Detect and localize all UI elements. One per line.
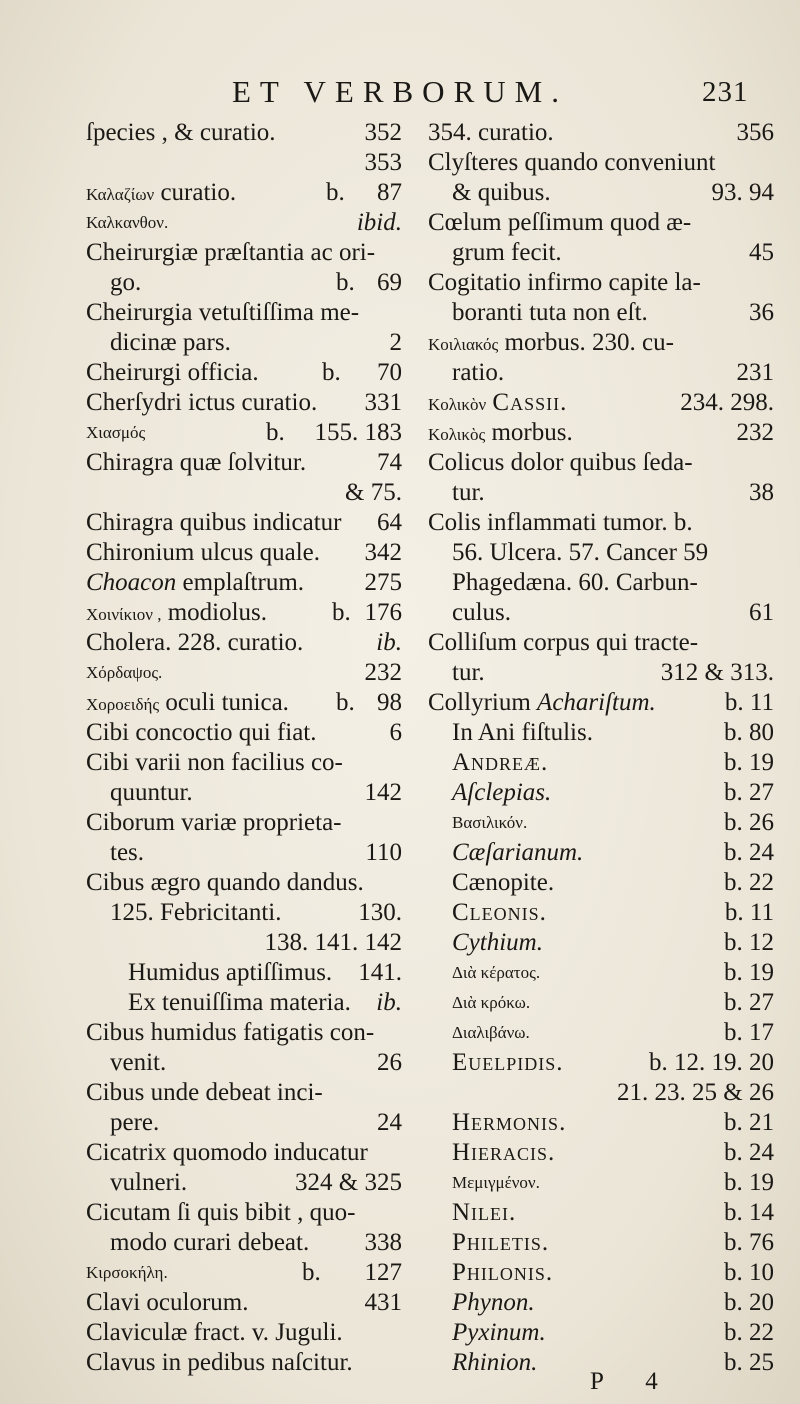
index-line: go. b. 69 [110,269,402,296]
index-line: ratio. 231 [452,359,774,386]
index-line: Διὰ κρόκω. b. 27 [452,989,774,1016]
index-line: Βασιλικόν. b. 26 [452,809,774,836]
index-line: Cœlum peſſimum quod æ- [428,209,692,236]
index-line: Hermonis. b. 21 [452,1109,774,1136]
index-line: Μεμιγμένον. b. 19 [452,1169,774,1196]
index-line: Κιρσοκήλη. b. 127 [86,1259,402,1286]
index-line: Χοινίκιον , modiolus. b. 176 [86,599,402,626]
index-line: venit. 26 [110,1049,402,1076]
index-line: Cibi concoctio qui fiat. 6 [86,719,402,746]
index-line: Cheirurgia vetuſtiſſima me- [86,299,360,326]
index-line: & quibus. 93. 94 [452,179,774,206]
index-line: Cibi varii non facilius co- [86,749,343,776]
index-line: Ex tenuiſſima materia. ib. [128,989,402,1016]
index-column-left [86,118,402,1378]
index-line: Chironium ulcus quale. 342 [86,539,402,566]
index-line: culus. 61 [452,599,774,626]
index-line: Colicus dolor quibus ſeda- [428,449,693,476]
index-line: Chiragra quibus indicatur 64 [86,509,402,536]
index-line: Cicatrix quomodo inducatur [86,1139,368,1166]
index-line: Cheirurgiæ præſtantia ac ori- [86,239,376,266]
index-line: quuntur. 142 [110,779,402,806]
index-line: Cleonis. b. 11 [452,899,774,926]
index-line: Colis inflammati tumor. b. [428,509,693,536]
index-line: Διαλιβάνω. b. 17 [452,1019,774,1046]
index-line: 353 [364,149,402,176]
index-line: 56. Ulcera. 57. Cancer 59 [452,539,709,566]
index-line: 21. 23. 25 & 26 [617,1079,774,1106]
index-line: Choacon emplaſtrum. 275 [86,569,402,596]
index-line: Cæſarianum. b. 24 [452,839,774,866]
index-line: Chiragra quæ ſolvitur. 74 [86,449,402,476]
index-line: Colliſum corpus qui tracte- [428,629,699,656]
signature-mark: P 4 [590,1368,676,1395]
index-line: tes. 110 [110,839,402,866]
index-line: pere. 24 [110,1109,402,1136]
index-line: Χοροειδής oculi tunica. b. 98 [86,689,402,716]
index-line: Χόρδαψος. 232 [86,659,402,686]
index-line: Claviculæ fract. v. Juguli. [86,1319,343,1346]
index-line: Κοιλιακός morbus. 230. cu- [428,329,674,356]
index-line: Ciborum variæ proprieta- [86,809,342,836]
index-line: 354. curatio. 356 [428,119,774,146]
index-line: Pyxinum. b. 22 [452,1319,774,1346]
index-line: Cogitatio infirmo capite la- [428,269,701,296]
index-line: Καλαζίων curatio. b. 87 [86,179,402,206]
index-line: grum fecit. 45 [452,239,774,266]
index-line: Cibus humidus fatigatis con- [86,1019,375,1046]
index-line: Κολικὸν Cassii. 234. 298. [428,389,774,416]
index-line: Κολικὸς morbus. 232 [428,419,774,446]
index-line: Cheirurgi officia. b. 70 [86,359,402,386]
index-line: tur. 312 & 313. [452,659,774,686]
index-line: Clyſteres quando conveniunt [428,149,716,176]
index-line: Cythium. b. 12 [452,929,774,956]
index-line: Phagedæna. 60. Carbun- [452,569,698,596]
index-line: Clavus in pedibus naſcitur. [86,1349,353,1376]
index-line: Cibus unde debeat inci- [86,1079,323,1106]
index-line: Καλκανθον. ibid. [86,209,402,236]
index-line: Aſclepias. b. 27 [452,779,774,806]
index-line: Cænopite. b. 22 [452,869,774,896]
index-line: boranti tuta non eſt. 36 [452,299,774,326]
index-line: 125. Febricitanti. 130. [110,899,402,926]
running-header [0,74,800,114]
index-line: 138. 141. 142 [264,929,402,956]
index-line: In Ani fiſtulis. b. 80 [452,719,774,746]
index-line: & 75. [345,479,402,506]
index-line: Philonis. b. 10 [452,1259,774,1286]
index-line: ſpecies , & curatio. 352 [86,119,402,146]
index-line: vulneri. 324 & 325 [110,1169,402,1196]
index-line: Cibus ægro quando dandus. [86,869,364,896]
page-number: 231 [702,76,749,108]
index-line: Clavi oculorum. 431 [86,1289,402,1316]
index-line: Cherſydri ictus curatio. 331 [86,389,402,416]
index-line: modo curari debeat. 338 [110,1229,402,1256]
index-line: Philetis. b. 76 [452,1229,774,1256]
running-title: ET VERBORUM. [232,74,568,109]
index-line: Hieracis. b. 24 [452,1139,774,1166]
index-line: Cholera. 228. curatio. ib. [86,629,402,656]
index-line: Andreæ. b. 19 [452,749,774,776]
index-line: Χιασμός b. 155. 183 [86,419,402,446]
index-line: Collyrium Achariſtum. b. 11 [428,689,774,716]
index-line: dicinæ pars. 2 [110,329,402,356]
index-line: Phynon. b. 20 [452,1289,774,1316]
index-line: Humidus aptiſſimus. 141. [128,959,402,986]
index-line: tur. 38 [452,479,774,506]
index-line: Euelpidis. b. 12. 19. 20 [452,1049,774,1076]
index-line: Cicutam ſi quis bibit , quo- [86,1199,356,1226]
index-line: Nilei. b. 14 [452,1199,774,1226]
index-line: Rhinion. b. 25 [452,1349,774,1376]
index-line: Διὰ κέρατος. b. 19 [452,959,774,986]
index-column-right [428,118,774,1378]
